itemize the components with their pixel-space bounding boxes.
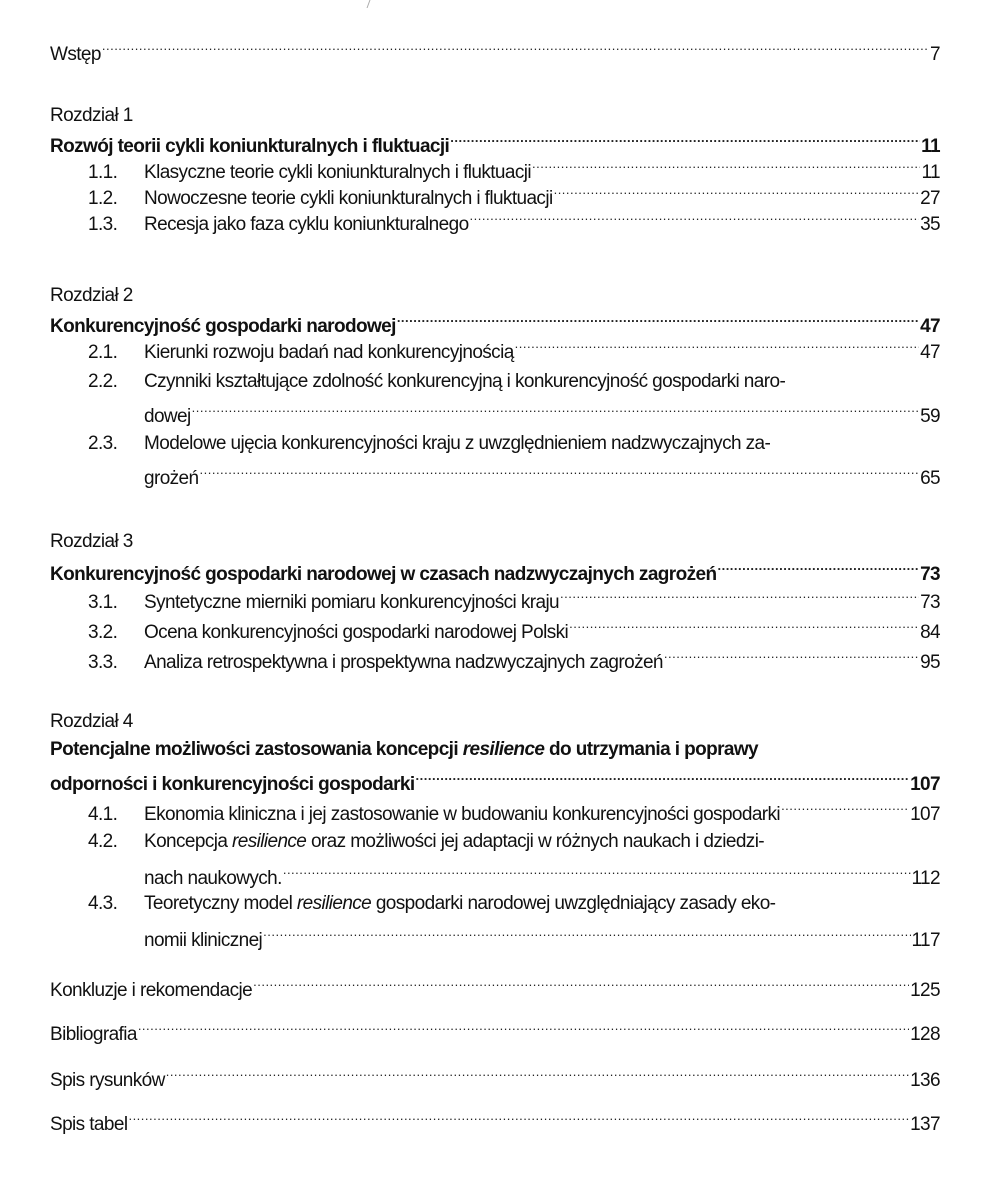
entry-page: 27 [920,188,940,209]
entry-page: 95 [920,652,940,673]
section-number: 3.1. [88,592,118,613]
leader-dots [253,972,909,996]
entry-page: 84 [920,622,940,643]
toc-entry-section[interactable] [50,334,940,363]
toc-entry-chapter-3[interactable] [50,556,940,585]
section-number: 1.3. [88,214,118,235]
entry-page: 136 [910,1070,940,1091]
entry-title: Rozwój teorii cykli koniunkturalnych i fluktuacji [50,136,450,157]
chapter-title-line1[interactable] [50,738,758,762]
entry-page: 107 [910,774,940,795]
entry-page: 107 [910,804,940,825]
leader-dots [397,308,919,332]
leader-dots [569,614,919,638]
section-number: 2.1. [88,342,118,363]
leader-dots [664,644,919,668]
toc-entry-tables[interactable] [50,1106,940,1135]
entry-title: Kierunki rozwoju badań nad konkurencyjnością [144,342,514,363]
toc-entry-section[interactable] [50,154,940,183]
toc-entry-section-line1[interactable] [88,432,771,456]
entry-title: Konkurencyjność gospodarki narodowej [50,316,396,337]
title-part: Potencjalne możliwości zastosowania koncepcji [50,739,463,760]
section-number: 1.2. [88,188,118,209]
entry-title: Spis tabel [50,1114,128,1135]
entry-title: Czynniki kształtujące zdolność konkurencyjną i konkurencyjność gospodarki naro- [144,371,786,392]
leader-dots [717,556,919,580]
leader-dots [263,922,910,946]
entry-title-cont: dowej [144,406,191,427]
entry-title: Klasyczne teorie cykli koniunkturalnych i fluktuacji [144,162,531,183]
leader-dots [200,460,920,484]
entry-title: Konkurencyjność gospodarki narodowej w czasach nadzwyczajnych zagrożeń [50,564,717,585]
title-part: do utrzymania i poprawy [544,739,759,760]
leader-dots [560,584,919,608]
entry-page: 59 [920,406,940,427]
toc-entry-conclusions[interactable] [50,972,940,1001]
toc-entry-section-line2[interactable] [50,398,940,427]
entry-title: Modelowe ujęcia konkurencyjności kraju z uwzględnieniem nadzwyczajnych za- [144,433,771,454]
title-italic: resilience [232,831,307,852]
entry-page: 137 [910,1114,940,1135]
toc-entry-section[interactable] [50,614,940,643]
toc-entry-section[interactable] [50,206,940,235]
section-number: 4.1. [88,804,118,825]
toc-entry-section-line1[interactable] [88,892,776,916]
entry-title: odporności i konkurencyjności gospodarki [50,774,415,795]
toc-entry-figures[interactable] [50,1062,940,1091]
toc-entry-intro[interactable] [50,36,940,65]
entry-page: 117 [911,930,940,951]
entry-page: 73 [920,564,940,585]
entry-title-cont: grożeń [144,468,199,489]
leader-dots [554,180,919,204]
chapter-label: Rozdział 2 [50,285,133,306]
toc-entry-section-line2[interactable] [50,860,940,889]
leader-dots [102,36,929,60]
leader-dots [138,1016,909,1040]
section-number: 2.2. [88,371,118,392]
section-number: 1.1. [88,162,118,183]
entry-title: Ekonomia kliniczna i jej zastosowanie w budowaniu konkurencyjności gospodarki [144,804,781,825]
title-italic: resilience [296,893,372,914]
chapter-label: Rozdział 3 [50,531,133,552]
entry-page: 7 [930,44,940,65]
entry-page: 11 [921,162,940,183]
title-part: oraz możliwości jej adaptacji w różnych naukach i dziedzi- [306,831,765,852]
title-part: gospodarki narodowej uwzględniający zasady eko- [371,893,776,914]
scan-mark [367,0,377,8]
leader-dots [515,334,919,358]
entry-page: 47 [920,342,940,363]
toc-entry-chapter-4[interactable] [50,766,940,795]
leader-dots [450,128,920,152]
entry-title: Konkluzje i rekomendacje [50,980,253,1001]
entry-page: 73 [920,592,940,613]
entry-title: Analiza retrospektywna i prospektywna nadzwyczajnych zagrożeń [144,652,663,673]
toc-entry-section[interactable] [50,644,940,673]
entry-title-cont: nach naukowych. [144,868,282,889]
entry-title: Syntetyczne mierniki pomiaru konkurencyjności kraju [144,592,560,613]
leader-dots [128,1106,909,1130]
title-part: Koncepcja [144,831,233,852]
leader-dots [532,154,920,178]
toc-entry-chapter-1[interactable] [50,128,940,157]
toc-entry-bibliography[interactable] [50,1016,940,1045]
entry-page: 128 [910,1024,940,1045]
section-number: 4.3. [88,893,118,914]
toc-entry-section-line2[interactable] [50,460,940,489]
toc-entry-chapter-2[interactable] [50,308,940,337]
chapter-label: Rozdział 4 [50,711,133,732]
entry-title: Recesja jako faza cyklu koniunkturalnego [144,214,469,235]
toc-entry-section-line1[interactable] [88,830,765,854]
title-part: Teoretyczny model [144,893,297,914]
entry-page: 11 [921,136,940,157]
entry-page: 112 [911,868,940,889]
entry-title: Bibliografia [50,1024,137,1045]
entry-title: Nowoczesne teorie cykli koniunkturalnych i fluktuacji [144,188,553,209]
leader-dots [416,766,910,790]
toc-entry-section[interactable] [50,796,940,825]
leader-dots [192,398,919,422]
entry-page: 65 [920,468,940,489]
entry-page: 47 [920,316,940,337]
section-number: 3.2. [88,622,118,643]
toc-entry-section[interactable] [50,584,940,613]
entry-title: Wstęp [50,44,101,65]
leader-dots [283,860,911,884]
entry-title: Ocena konkurencyjności gospodarki narodowej Polski [144,622,569,643]
toc-entry-section-line1[interactable] [88,370,786,394]
entry-page: 35 [920,214,940,235]
chapter-label: Rozdział 1 [50,105,133,126]
leader-dots [470,206,920,230]
leader-dots [166,1062,909,1086]
leader-dots [781,796,909,820]
toc-entry-section-line2[interactable] [50,922,940,951]
title-italic: resilience [462,739,545,760]
toc-entry-section[interactable] [50,180,940,209]
section-number: 3.3. [88,652,118,673]
entry-title-cont: nomii klinicznej [144,930,263,951]
entry-page: 125 [910,980,940,1001]
section-number: 2.3. [88,433,118,454]
entry-title: Spis rysunków [50,1070,165,1091]
section-number: 4.2. [88,831,118,852]
